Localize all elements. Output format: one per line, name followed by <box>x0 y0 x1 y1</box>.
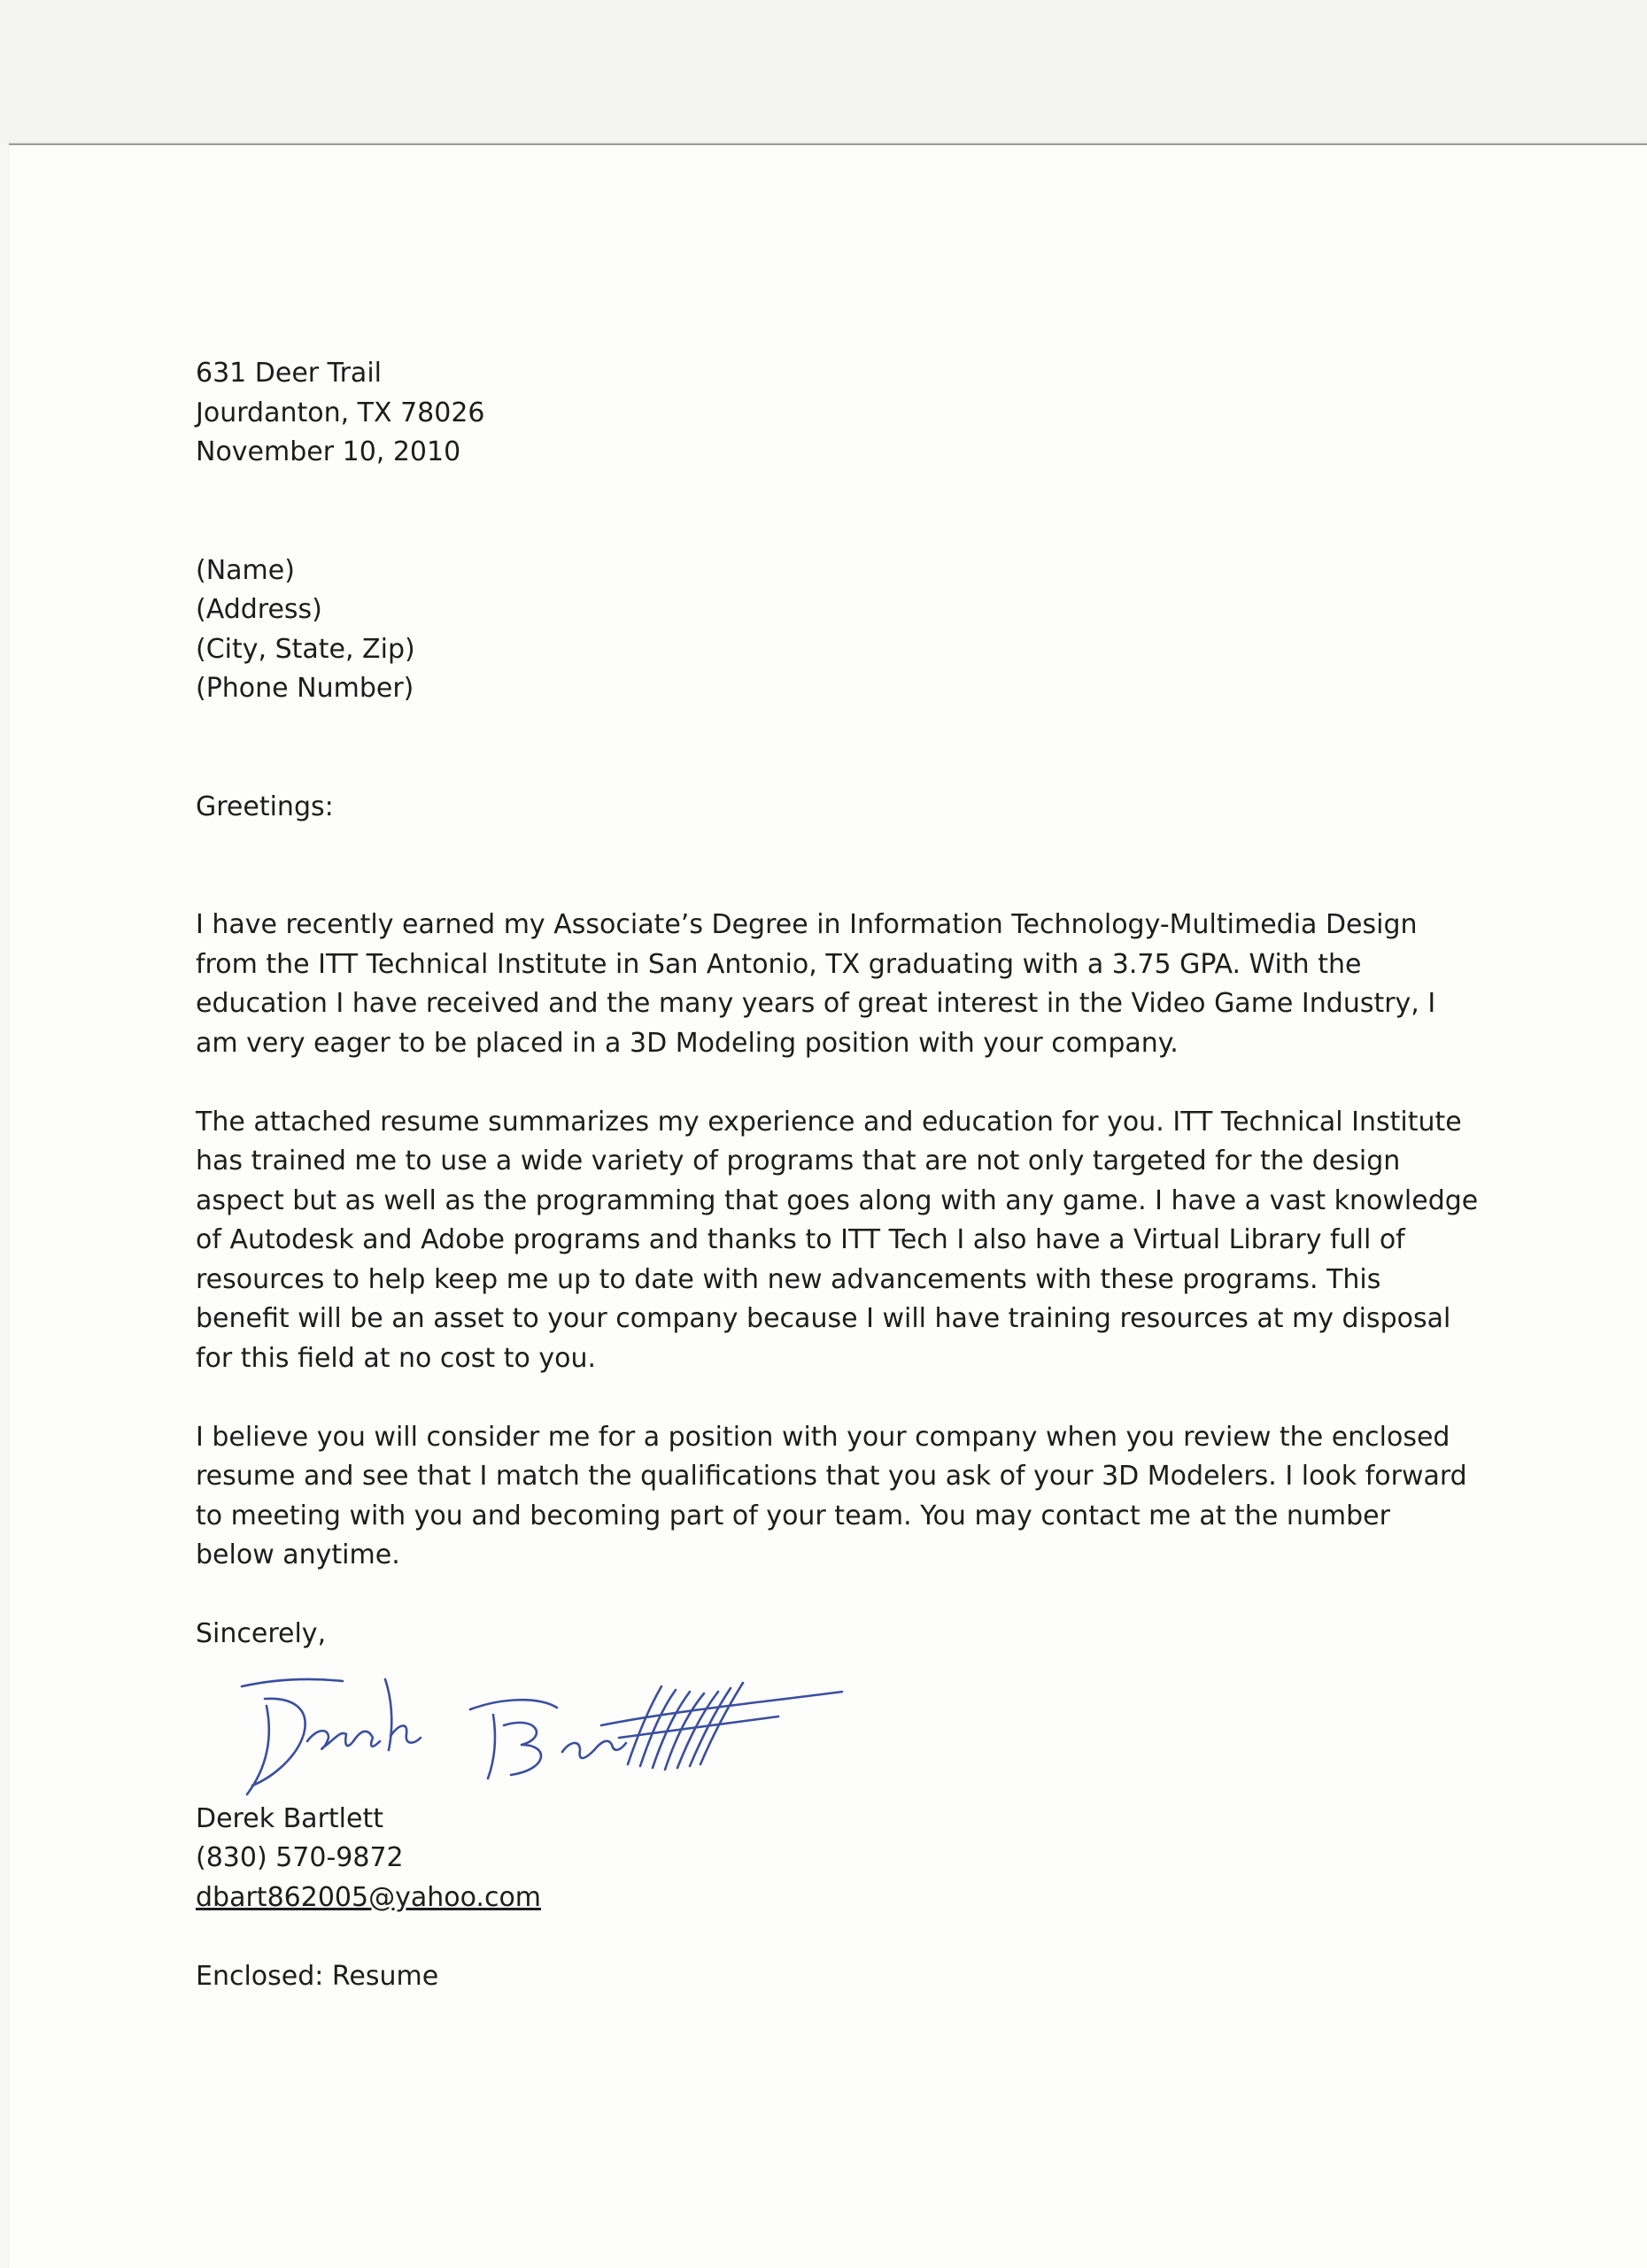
paragraph-line: The attached resume summarizes my experience and education for you. ITT Technical Institute <box>196 1106 1462 1138</box>
paragraph-line: I believe you will consider me for a position with your company when you review the enclosed <box>196 1421 1450 1453</box>
paragraph-line: am very eager to be placed in a 3D Modeling position with your company. <box>196 1027 1179 1059</box>
body-paragraph-1 <box>196 906 1471 1063</box>
paragraph-line: resources to help keep me up to date with new advancements with these programs. This <box>196 1263 1381 1295</box>
letter-date: November 10, 2010 <box>196 436 461 467</box>
paragraph-line: for this field at no cost to you. <box>196 1342 597 1374</box>
body-paragraph-2 <box>196 1103 1479 1379</box>
sender-address <box>196 354 1471 473</box>
sender-city-line: Jourdanton, TX 78026 <box>196 397 485 428</box>
sender-email-link[interactable]: dbart862005@yahoo.com <box>196 1881 542 1913</box>
sender-phone: (830) 570-9872 <box>196 1842 404 1873</box>
paragraph-line: below anytime. <box>196 1539 400 1570</box>
recipient-city-state-zip: (City, State, Zip) <box>196 633 415 665</box>
recipient-name: (Name) <box>196 554 295 586</box>
sender-name: Derek Bartlett <box>196 1802 383 1834</box>
signature-block <box>196 1800 1471 1918</box>
handwritten-signature <box>212 1653 867 1803</box>
cover-letter <box>196 354 1479 1996</box>
paragraph-line: I have recently earned my Associate’s Degree in Information Technology-Multimedia Design <box>196 909 1418 940</box>
enclosure-note: Enclosed: Resume <box>196 1960 439 1992</box>
paragraph-line: from the ITT Technical Institute in San Antonio, TX graduating with a 3.75 GPA. With the <box>196 948 1362 980</box>
recipient-address <box>196 552 1471 709</box>
sender-street: 631 Deer Trail <box>196 358 382 389</box>
paragraph-line: resume and see that I match the qualifications that you ask of your 3D Modelers. I look forward <box>196 1461 1467 1492</box>
recipient-address-line: (Address) <box>196 594 322 625</box>
recipient-phone: (Phone Number) <box>196 673 414 704</box>
paragraph-line: benefit will be an asset to your company because I will have training resources at my disposal <box>196 1303 1451 1334</box>
salutation: Greetings: <box>196 791 334 822</box>
paragraph-line: of Autodesk and Adobe programs and thanks to ITT Tech I also have a Virtual Library full of <box>196 1224 1405 1255</box>
paragraph-line: to meeting with you and becoming part of your team. You may contact me at the number <box>196 1500 1390 1531</box>
paragraph-line: has trained me to use a wide variety of programs that are not only targeted for the design <box>196 1146 1401 1176</box>
paragraph-line: education I have received and the many years of great interest in the Video Game Industry, I <box>196 988 1436 1019</box>
closing: Sincerely, <box>196 1618 327 1649</box>
scanner-background <box>0 0 1647 143</box>
body-paragraph-3 <box>196 1418 1471 1576</box>
paragraph-line: aspect but as well as the programming that goes along with any game. I have a vast knowledge <box>196 1184 1479 1216</box>
